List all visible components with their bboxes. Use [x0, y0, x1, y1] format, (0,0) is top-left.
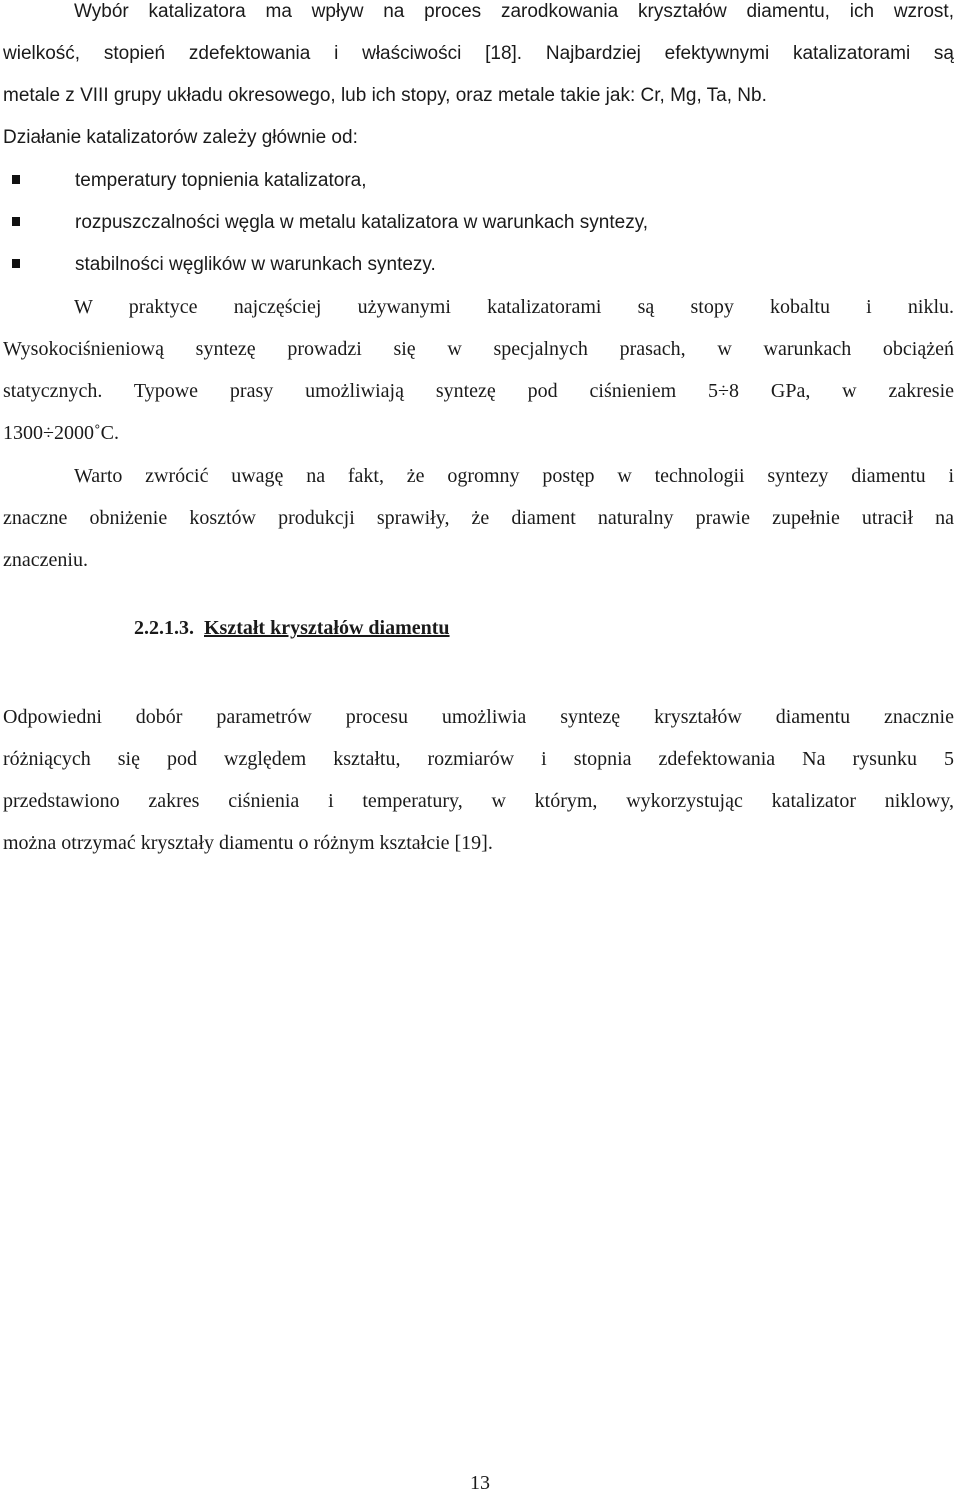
paragraph-4-line-2: różniących się pod względem kształtu, rozmiarów i stopnia zdefektowania Na rysunku 5: [3, 748, 954, 770]
paragraph-3-line-1: Warto zwrócić uwagę na fakt, że ogromny postęp w technologii syntezy diamentu i: [74, 465, 954, 487]
page-number: 13: [470, 1472, 490, 1494]
list-item-text: stabilności węglików w warunkach syntezy.: [75, 254, 436, 275]
paragraph-1-line-3: metale z VIII grupy układu okresowego, lub ich stopy, oraz metale takie jak: Cr, Mg, Ta, Nb.: [3, 85, 767, 106]
paragraph-1-line-1: Wybór katalizatora ma wpływ na proces zarodkowania kryształów diamentu, ich wzrost,: [74, 1, 954, 22]
square-bullet-icon: [12, 175, 20, 184]
paragraph-4-line-4: można otrzymać kryształy diamentu o różnym kształcie [19].: [3, 832, 493, 854]
paragraph-2-line-3: statycznych. Typowe prasy umożliwiają syntezę pod ciśnieniem 5÷8 GPa, w zakresie: [3, 380, 954, 402]
square-bullet-icon: [12, 217, 20, 226]
paragraph-1-line-2: wielkość, stopień zdefektowania i właściwości [18]. Najbardziej efektywnymi katalizatorami są: [3, 43, 954, 64]
section-heading: [134, 616, 450, 640]
paragraph-2-line-1: W praktyce najczęściej używanymi katalizatorami są stopy kobaltu i niklu.: [74, 296, 954, 318]
paragraph-2-line-4: 1300÷2000˚C.: [3, 422, 119, 444]
paragraph-4-line-3: przedstawiono zakres ciśnienia i temperatury, w którym, wykorzystując katalizator niklowy,: [3, 790, 954, 812]
paragraph-3-line-3: znaczeniu.: [3, 549, 88, 571]
section-number: 2.2.1.3.: [134, 617, 194, 639]
paragraph-4-line-1: Odpowiedni dobór parametrów procesu umożliwia syntezę kryształów diamentu znacznie: [3, 706, 954, 728]
paragraph-3-line-2: znaczne obniżenie kosztów produkcji sprawiły, że diament naturalny prawie zupełnie utracił na: [3, 507, 954, 529]
paragraph-2-line-2: Wysokociśnieniową syntezę prowadzi się w specjalnych prasach, w warunkach obciążeń: [3, 338, 954, 360]
list-item-text: temperatury topnienia katalizatora,: [75, 170, 367, 191]
section-title: Kształt kryształów diamentu: [204, 617, 450, 639]
square-bullet-icon: [12, 259, 20, 268]
paragraph-1-line-4: Działanie katalizatorów zależy głównie od:: [3, 127, 358, 148]
list-item-text: rozpuszczalności węgla w metalu katalizatora w warunkach syntezy,: [75, 212, 649, 233]
